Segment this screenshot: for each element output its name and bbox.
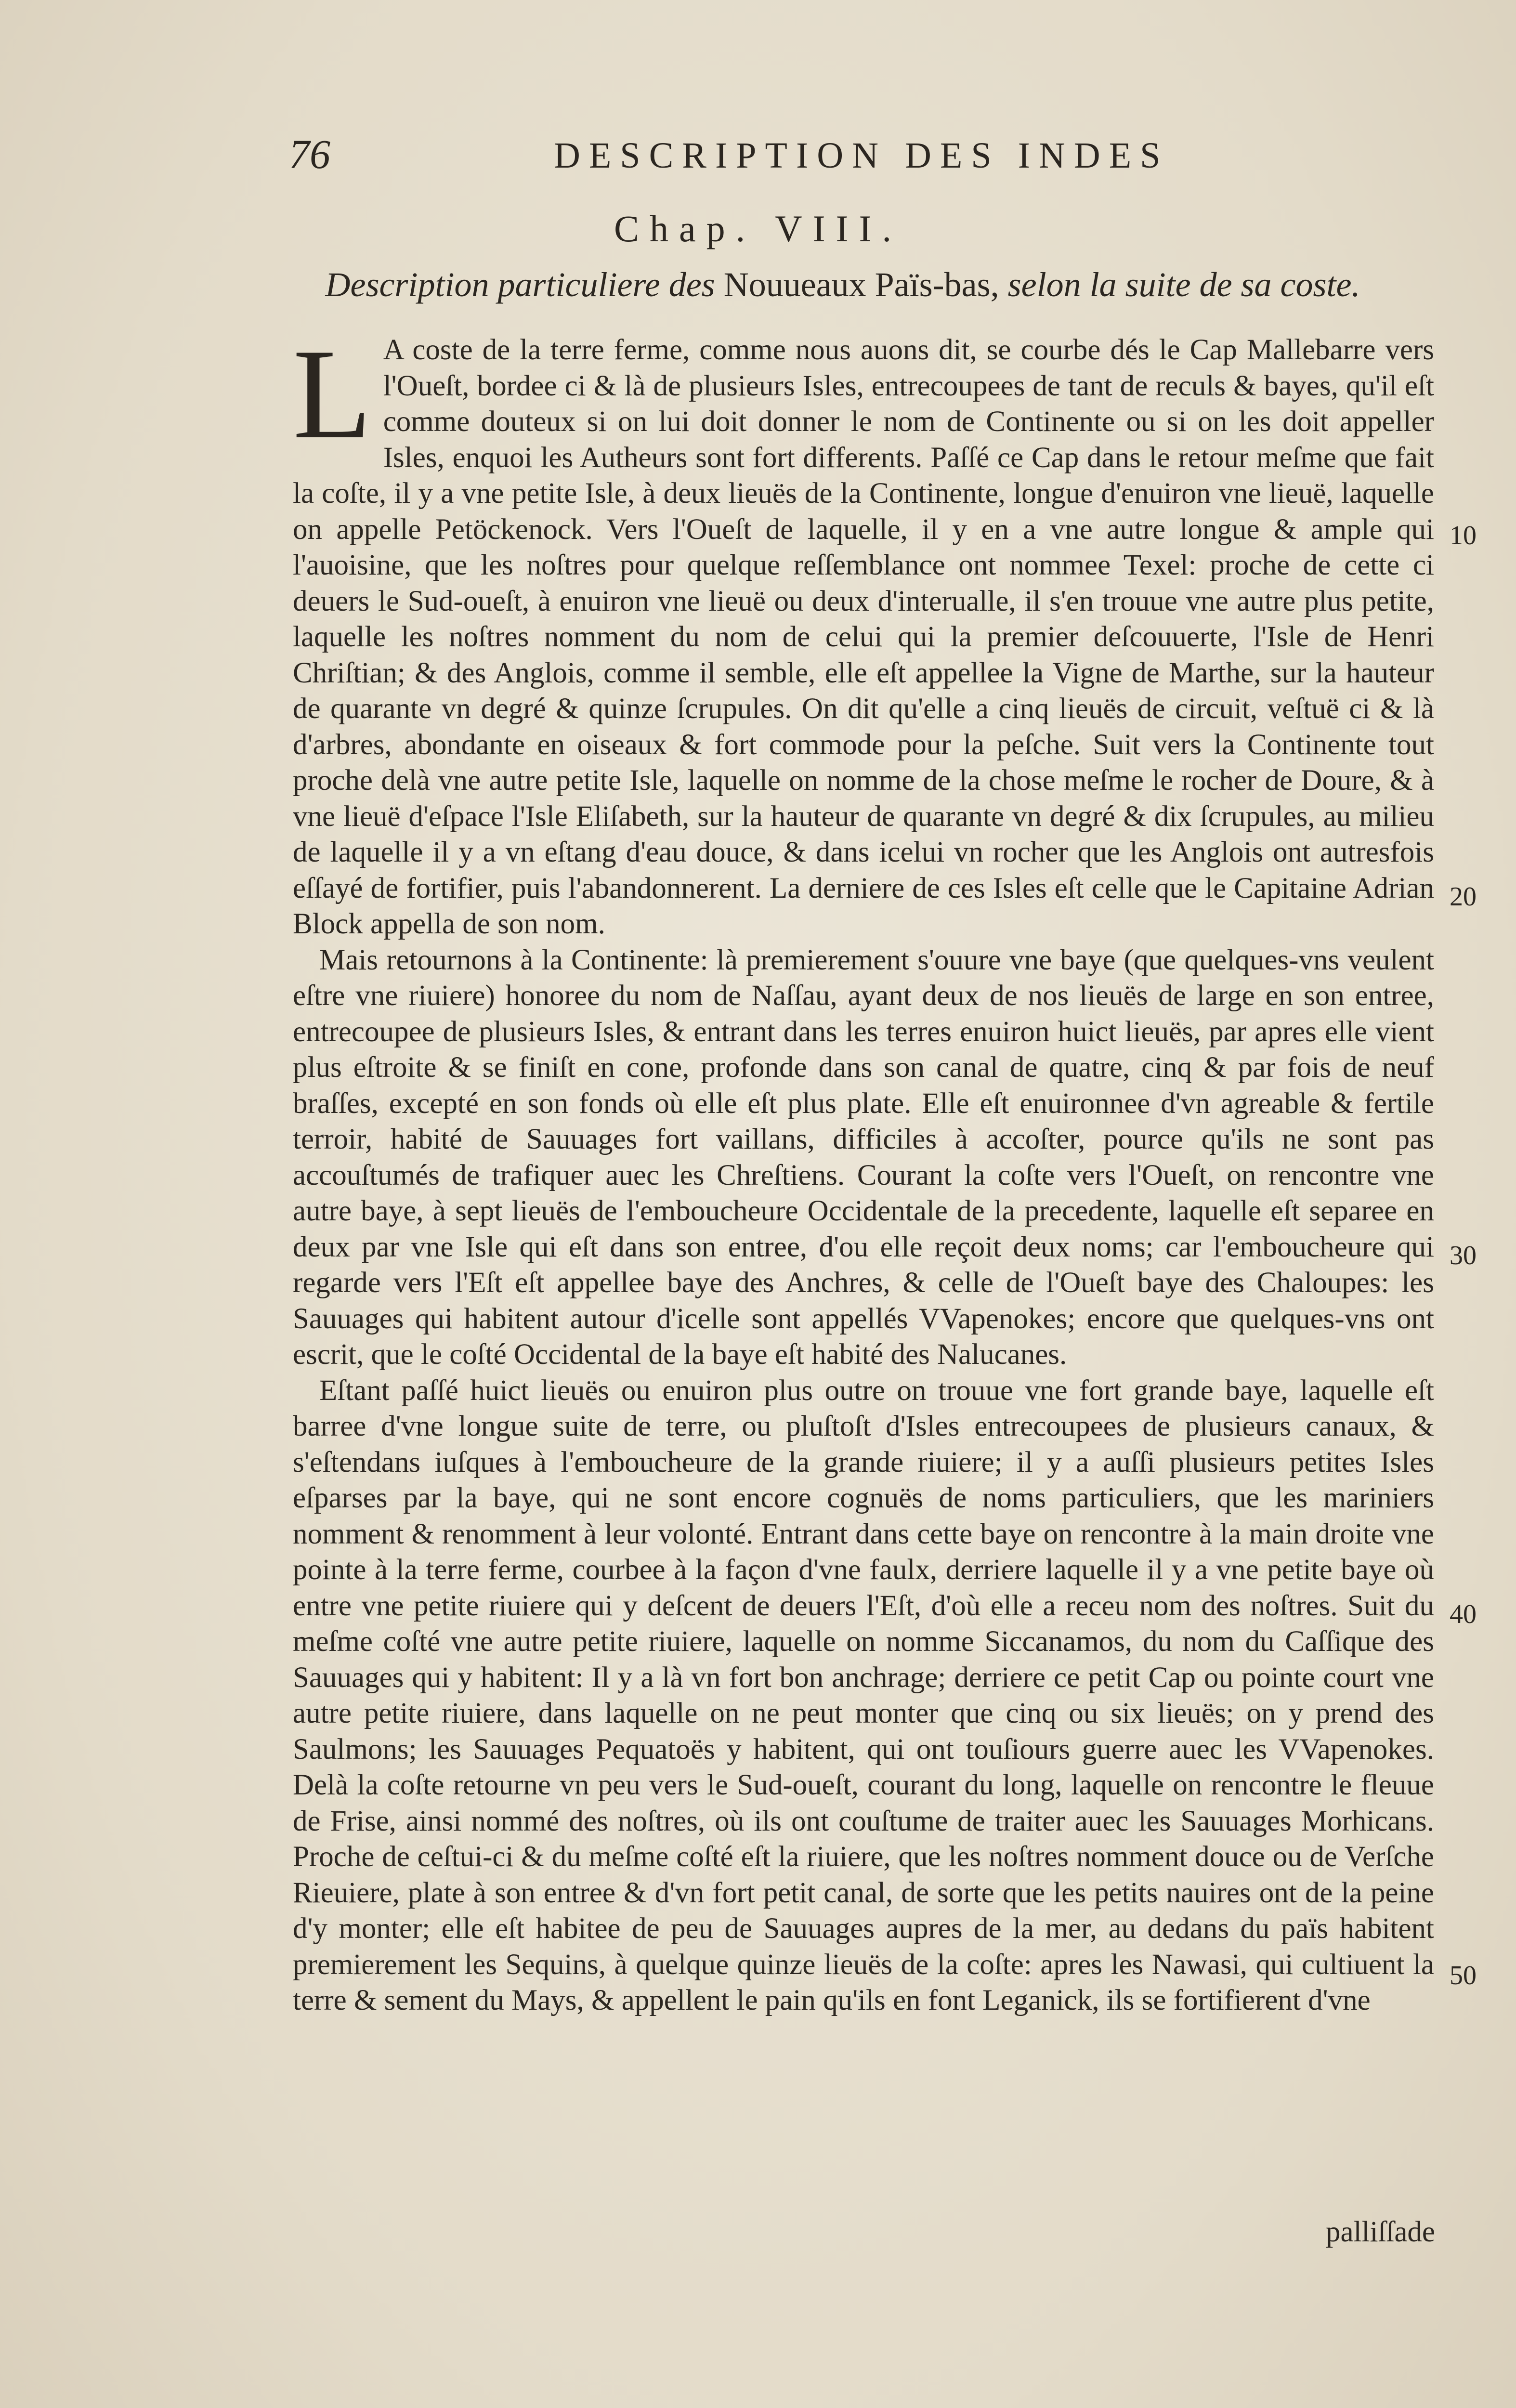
- paragraph-2: Mais retournons à la Continente: là premierement s'ouure vne baye (que quelques-vns veulent eſtre vne riuiere) honoree du nom de Naſſau, ayant deux de nos lieuës de large en son entree, entrecoupee de plusieurs Isles, & entrant dans les terres enuiron huict lieuës, par apres elle vient plus eſtroite & se finiſt en cone, profonde dans son canal de quatre, cinq & par fois de neuf braſſes, excepté en son fonds où elle eſt plus plate. Elle eſt enuironnee d'vn agreable & fertile terroir, habité de Sauuages fort vaillans, difficiles à accoſter, pource qu'ils ne sont pas accouſtumés de trafiquer auec les Chreſtiens. Courant la coſte vers l'Oueſt, on rencontre vne autre baye, à sept lieuës de l'emboucheure Occidentale de la precedente, laquelle eſt separee en deux par vne Isle qui eſt dans son entree, d'ou elle reçoit deux noms; car l'emboucheure qui regarde vers l'Eſt eſt appellee baye des Anchres, & celle de l'Oueſt baye des Chaloupes: les Sauuages qui habitent autour d'icelle sont appellés VVapenokes; encore que quelques-vns ont escrit, que le coſté Occidental de la baye eſt habité des Nalucanes.: [293, 943, 1434, 1371]
- chapter-title: Chap. VIII.: [614, 208, 902, 249]
- line-number-50: 50: [1450, 1961, 1477, 1990]
- line-number-30: 30: [1450, 1241, 1477, 1270]
- drop-capital: L: [293, 322, 372, 465]
- paragraph-3: Eſtant paſſé huict lieuës ou enuiron plus outre on trouue vne fort grande baye, laquelle eſt barree d'vne longue suite de terre, ou pluſtoſt d'Isles entrecoupees de plusieurs canaux, & s'eſtendans iuſques à l'emboucheure de la grande riuiere; il y a auſſi plusieurs petites Isles eſparses par la baye, qui ne sont encore cognuës de noms particuliers, que les mariniers nomment & renomment à leur volonté. Entrant dans cette baye on rencontre à la main droite vne pointe à la terre ferme, courbee à la façon d'vne faulx, derriere laquelle il y a vne petite baye où entre vne petite riuiere qui y deſcent de deuers l'Eſt, d'où elle a receu nom des noſtres. Suit du meſme coſté vne autre petite riuiere, laquelle on nomme Siccanamos, du nom du Caſſique des Sauuages qui y habitent: Il y a là vn fort bon anchrage; derriere ce petit Cap ou pointe court vne autre petite riuiere, dans laquelle on ne peut monter que cinq ou six lieuës; on y prend des Saulmons; les Sauuages Pequatoës y habitent, qui ont touſiours guerre auec les VVapenokes. Delà la coſte retourne vn peu vers le Sud-oueſt, courant du long, laquelle on rencontre le fleuue de Frise, ainsi nommé des noſtres, où ils ont couſtume de traiter auec les Sauuages Morhicans. Proche de ceſtui-ci & du meſme coſté eſt la riuiere, que les noſtres nomment douce ou de Verſche Rieuiere, plate à son entree & d'vn fort petit canal, de sorte que les petits nauires ont de la peine d'y monter; elle eſt habitee de peu de Sauuages aupres de la mer, au dedans du païs habitent premierement les Sequins, à quelque quinze lieuës de la coſte: apres les Nawasi, qui cultiuent la terre & sement du Mays, & appellent le pain qu'ils en font Leganick, ils se fortifierent d'vne: [293, 1374, 1434, 2016]
- page-header: [289, 130, 1464, 183]
- line-number-10: 10: [1450, 521, 1477, 550]
- body-text: [293, 322, 1434, 2019]
- paragraph-1: A coste de la terre ferme, comme nous auons dit, se courbe dés le Cap Mallebarre vers l'Oueſt, bordee ci & là de plusieurs Isles, entrecoupees de tant de reculs & bayes, qu'il eſt comme douteux si on lui doit donner le nom de Continente ou si on les doit appeller Isles, enquoi les Autheurs sont fort differents. Paſſé ce Cap dans le retour meſme que fait la coſte, il y a vne petite Isle, à deux lieuës de la Continente, longue d'enuiron vne lieuë, laquelle on appelle Petöckenock. Vers l'Oueſt de laquelle, il y en a vne autre longue & ample qui l'auoisine, que les noſtres pour quelque reſſemblance ont nommee Texel: proche de cette ci deuers le Sud-oueſt, à enuiron vne lieuë ou deux d'interualle, il s'en trouue vne autre plus petite, laquelle les noſtres nomment du nom de celui qui la premier deſcouuerte, l'Isle de Henri Chriſtian; & des Anglois, comme il semble, elle eſt appellee la Vigne de Marthe, sur la hauteur de quarante vn degré & quinze ſcrupules. On dit qu'elle a cinq lieuës de circuit, veſtuë ci & là d'arbres, abondante en oiseaux & fort commode pour la peſche. Suit vers la Continente tout proche delà vne autre petite Isle, laquelle on nomme de la chose meſme le rocher de Doure, & à vne lieuë d'eſpace l'Isle Eliſabeth, sur la hauteur de quarante vn degré & dix ſcrupules, au milieu de laquelle il y a vn eſtang d'eau douce, & dans icelui vn rocher que les Anglois ont autresfois eſſayé de fortifier, puis l'abandonnerent. La derniere de ces Isles eſt celle que le Capitaine Adrian Block appella de son nom.: [293, 334, 1434, 940]
- subtitle-part-2: Nouueaux Païs-bas,: [723, 265, 999, 304]
- line-number-40: 40: [1450, 1599, 1477, 1629]
- catchword: palliſſade: [1326, 2216, 1435, 2248]
- running-title: DESCRIPTION DES INDES: [554, 135, 1169, 176]
- line-number-20: 20: [1450, 882, 1477, 912]
- subtitle-part-1: Description particuliere des: [325, 265, 724, 304]
- subtitle-part-3: selon la suite de sa coste.: [1007, 265, 1360, 304]
- folio-number: 76: [289, 131, 330, 177]
- chapter-subtitle: [289, 265, 1397, 305]
